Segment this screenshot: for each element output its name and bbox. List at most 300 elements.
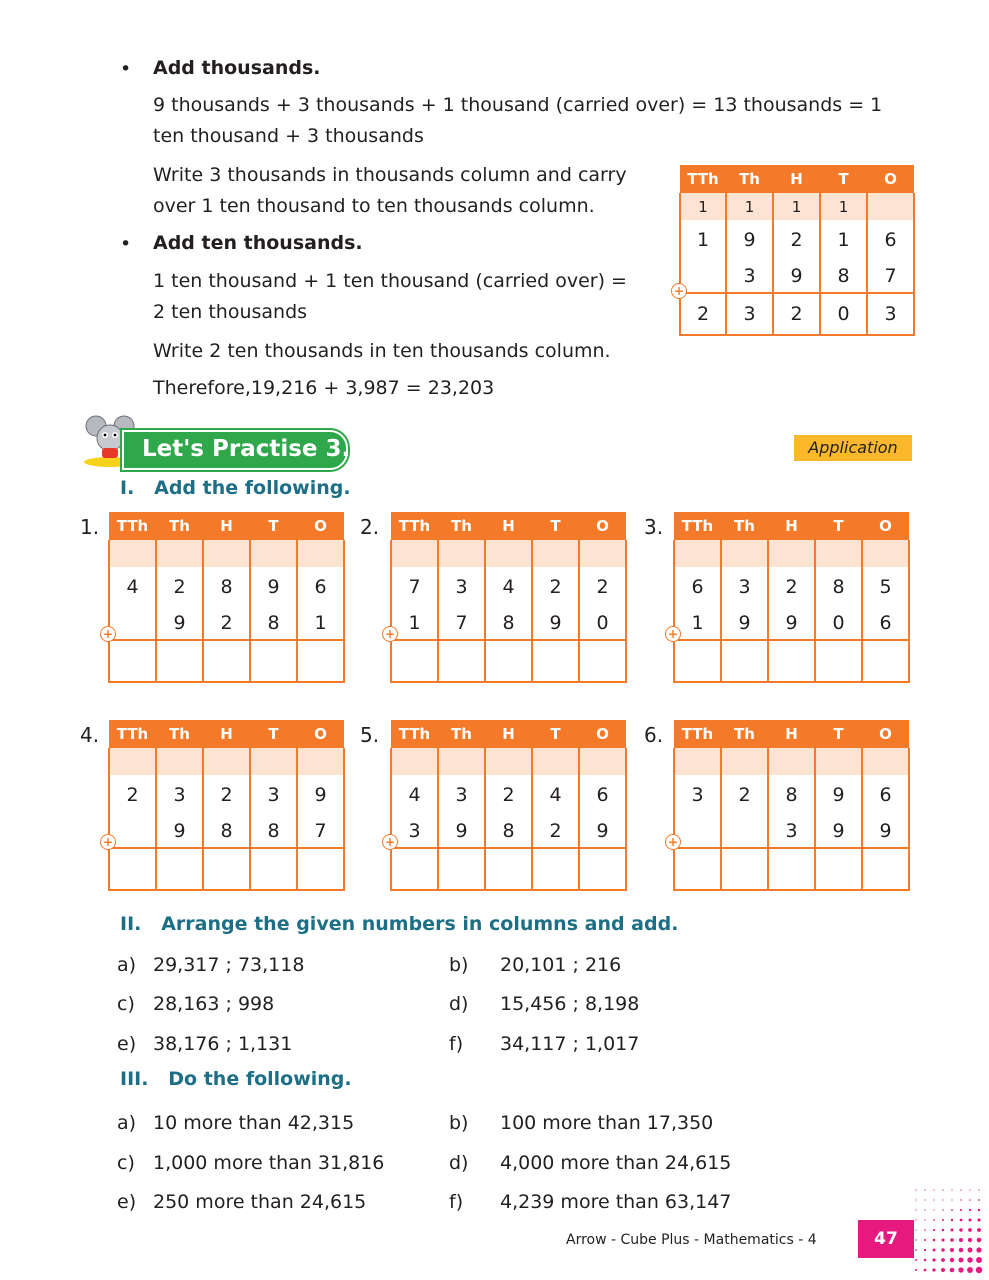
dot-mark	[942, 1189, 943, 1190]
answer-cell[interactable]	[721, 848, 768, 890]
dot-mark	[959, 1238, 963, 1242]
answer-cell[interactable]	[532, 848, 579, 890]
dot-mark	[969, 1219, 972, 1222]
digit-cell: 8	[820, 260, 867, 293]
dot-mark	[950, 1248, 954, 1252]
write1-line2: over 1 ten thousand to ten thousands column.	[153, 195, 595, 217]
digit-cell	[721, 815, 768, 848]
plus-icon: +	[671, 283, 687, 299]
digit-cell: 6	[579, 775, 626, 815]
carry-cell[interactable]	[250, 748, 297, 775]
column-header: T	[815, 720, 862, 748]
answer-cell[interactable]	[485, 640, 532, 682]
dot-mark	[968, 1248, 973, 1253]
carry-cell[interactable]	[250, 540, 297, 567]
lets-practise-banner	[122, 430, 367, 470]
column-header: H	[485, 512, 532, 540]
digit-cell: 9	[721, 607, 768, 640]
problem-number: 3.	[644, 515, 664, 539]
carry-cell: 1	[726, 193, 773, 220]
digit-cell	[109, 607, 156, 640]
digit-cell: 2	[579, 567, 626, 607]
bullet-dot: •	[120, 58, 132, 80]
dot-mark	[950, 1238, 954, 1242]
s3-text-d: 4,000 more than 24,615	[500, 1152, 732, 1174]
answer-cell: 3	[726, 293, 773, 335]
dot-mark	[924, 1239, 926, 1241]
section2-heading: II. Arrange the given numbers in columns and add.	[120, 913, 679, 935]
problem-table	[390, 512, 627, 683]
page-number: 47	[858, 1220, 914, 1258]
carry-cell[interactable]	[674, 748, 721, 775]
bullet1-line2: ten thousand + 3 thousands	[153, 125, 424, 147]
answer-cell[interactable]	[768, 640, 815, 682]
answer-cell[interactable]	[203, 640, 250, 682]
column-header: O	[862, 512, 909, 540]
answer-cell[interactable]	[768, 848, 815, 890]
digit-cell: 0	[579, 607, 626, 640]
digit-cell	[680, 260, 726, 293]
digit-cell: 8	[815, 567, 862, 607]
s3-label-a: a)	[117, 1112, 137, 1134]
answer-cell[interactable]	[391, 848, 438, 890]
digit-cell: 1	[680, 220, 726, 260]
dot-mark	[941, 1238, 944, 1241]
digit-cell: 4	[109, 567, 156, 607]
digit-cell: 6	[862, 775, 909, 815]
column-header: Th	[721, 512, 768, 540]
column-header: H	[768, 512, 815, 540]
carry-cell[interactable]	[532, 540, 579, 567]
dot-mark	[933, 1199, 934, 1200]
digit-cell: 3	[721, 567, 768, 607]
dot-mark	[951, 1189, 952, 1190]
digit-cell	[674, 815, 721, 848]
dot-mark	[959, 1248, 964, 1253]
carry-cell[interactable]	[721, 748, 768, 775]
dot-mark	[976, 1247, 981, 1252]
dot-mark	[942, 1209, 944, 1211]
dot-mark	[967, 1267, 973, 1273]
carry-cell[interactable]	[532, 748, 579, 775]
column-header: TTh	[391, 720, 438, 748]
carry-cell[interactable]	[485, 540, 532, 567]
carry-cell[interactable]	[391, 748, 438, 775]
column-header: T	[532, 720, 579, 748]
dot-mark	[967, 1257, 972, 1262]
dot-mark	[969, 1209, 971, 1211]
therefore-text: Therefore,19,216 + 3,987 = 23,203	[153, 377, 495, 399]
digit-cell: 5	[862, 567, 909, 607]
digit-cell: 1	[297, 607, 344, 640]
dot-mark	[932, 1258, 935, 1261]
s3-text-c: 1,000 more than 31,816	[153, 1152, 385, 1174]
digit-cell: 3	[438, 567, 485, 607]
digit-cell: 4	[391, 775, 438, 815]
s2-text-f: 34,117 ; 1,017	[500, 1033, 640, 1055]
answer-cell[interactable]	[297, 640, 344, 682]
dot-mark	[933, 1209, 934, 1210]
digit-cell: 6	[297, 567, 344, 607]
dot-mark	[924, 1199, 925, 1200]
dot-mark	[977, 1228, 981, 1232]
s2-label-b: b)	[449, 954, 469, 976]
column-header: O	[579, 720, 626, 748]
column-header: TTh	[674, 720, 721, 748]
digit-cell: 6	[867, 220, 914, 260]
dot-mark	[950, 1268, 955, 1273]
answer-cell: 3	[867, 293, 914, 335]
plus-icon: +	[100, 834, 116, 850]
digit-cell: 9	[768, 607, 815, 640]
digit-cell: 8	[203, 567, 250, 607]
carry-cell[interactable]	[674, 540, 721, 567]
plus-icon: +	[382, 834, 398, 850]
column-header: O	[297, 720, 344, 748]
dot-mark	[978, 1189, 979, 1190]
column-header: O	[862, 720, 909, 748]
digit-cell: 8	[485, 815, 532, 848]
answer-cell: 0	[820, 293, 867, 335]
section1-heading: I. Add the following.	[120, 477, 351, 499]
dot-mark	[924, 1259, 927, 1262]
digit-cell: 6	[862, 607, 909, 640]
carry-cell[interactable]	[297, 540, 344, 567]
header-o: O	[867, 165, 914, 193]
answer-cell[interactable]	[579, 640, 626, 682]
s2-text-e: 38,176 ; 1,131	[153, 1033, 293, 1055]
answer-cell[interactable]	[297, 848, 344, 890]
bullet2-line1: 1 ten thousand + 1 ten thousand (carried over) =	[153, 270, 627, 292]
digit-cell: 4	[532, 775, 579, 815]
digit-cell: 3	[726, 260, 773, 293]
carry-cell: 1	[820, 193, 867, 220]
dot-mark	[915, 1259, 917, 1261]
digit-cell: 2	[109, 775, 156, 815]
carry-cell[interactable]	[438, 748, 485, 775]
answer-cell[interactable]	[109, 848, 156, 890]
column-header: T	[250, 720, 297, 748]
plus-icon: +	[665, 834, 681, 850]
dot-mark	[915, 1269, 917, 1271]
dot-mark	[924, 1209, 925, 1210]
column-header: TTh	[109, 512, 156, 540]
digit-cell: 9	[726, 220, 773, 260]
plus-icon: +	[665, 626, 681, 642]
dot-mark	[915, 1249, 917, 1251]
dot-mark	[976, 1267, 982, 1273]
answer-cell[interactable]	[862, 848, 909, 890]
column-header: T	[250, 512, 297, 540]
carry-cell[interactable]	[579, 540, 626, 567]
carry-cell[interactable]	[297, 748, 344, 775]
dot-mark	[960, 1219, 963, 1222]
digit-cell: 2	[203, 775, 250, 815]
column-header: TTh	[391, 512, 438, 540]
digit-cell: 4	[485, 567, 532, 607]
column-header: Th	[156, 512, 203, 540]
s3-label-c: c)	[117, 1152, 135, 1174]
dot-mark	[950, 1258, 954, 1262]
column-header: H	[203, 512, 250, 540]
dot-mark	[941, 1268, 945, 1272]
dot-mark	[950, 1228, 953, 1231]
digit-cell	[109, 815, 156, 848]
column-header: Th	[721, 720, 768, 748]
digit-cell: 8	[203, 815, 250, 848]
carry-cell[interactable]	[815, 748, 862, 775]
dot-mark	[942, 1199, 943, 1200]
digit-cell: 9	[773, 260, 820, 293]
bullet1-line1: 9 thousands + 3 thousands + 1 thousand (carried over) = 13 thousands = 1	[153, 94, 883, 116]
dot-mark	[915, 1209, 916, 1210]
dot-mark	[942, 1229, 945, 1232]
problem-table	[108, 512, 345, 683]
column-header: O	[579, 512, 626, 540]
problem-number: 5.	[360, 723, 380, 747]
header-t: T	[820, 165, 867, 193]
problem-table	[390, 720, 627, 891]
answer-cell[interactable]	[438, 848, 485, 890]
answer-cell[interactable]	[156, 640, 203, 682]
digit-cell: 7	[438, 607, 485, 640]
banner-title: Let's Practise 3.3	[142, 436, 367, 462]
dot-mark	[958, 1267, 963, 1272]
dot-mark	[959, 1258, 964, 1263]
dot-mark	[915, 1199, 916, 1200]
digit-cell: 9	[438, 815, 485, 848]
carry-cell[interactable]	[768, 540, 815, 567]
s2-label-f: f)	[449, 1033, 464, 1055]
s2-text-c: 28,163 ; 998	[153, 993, 275, 1015]
answer-cell[interactable]	[532, 640, 579, 682]
column-header: H	[768, 720, 815, 748]
dot-mark	[924, 1229, 926, 1231]
answer-cell[interactable]	[250, 848, 297, 890]
s2-label-a: a)	[117, 954, 137, 976]
dot-mark	[960, 1189, 961, 1190]
carry-cell[interactable]	[485, 748, 532, 775]
answer-cell[interactable]	[674, 640, 721, 682]
dot-mark	[960, 1199, 961, 1200]
dot-mark	[933, 1239, 936, 1242]
carry-cell[interactable]	[579, 748, 626, 775]
plus-icon: +	[100, 626, 116, 642]
digit-cell: 2	[768, 567, 815, 607]
column-header: Th	[438, 512, 485, 540]
header-tth: TTh	[680, 165, 726, 193]
digit-cell: 2	[156, 567, 203, 607]
carry-cell[interactable]	[203, 540, 250, 567]
answer-cell[interactable]	[203, 848, 250, 890]
digit-cell: 2	[773, 220, 820, 260]
answer-cell[interactable]	[485, 848, 532, 890]
digit-cell: 2	[532, 815, 579, 848]
dot-mark	[933, 1189, 934, 1190]
dot-mark	[951, 1209, 953, 1211]
column-header: H	[485, 720, 532, 748]
dot-mark	[941, 1258, 945, 1262]
dot-mark	[924, 1219, 925, 1220]
digit-cell: 1	[674, 607, 721, 640]
digit-cell: 8	[768, 775, 815, 815]
dot-mark	[951, 1219, 953, 1221]
s2-label-d: d)	[449, 993, 469, 1015]
bullet1-title: Add thousands.	[153, 57, 321, 79]
digit-cell: 2	[721, 775, 768, 815]
digit-cell: 3	[156, 775, 203, 815]
dot-mark	[915, 1219, 916, 1220]
carry-cell[interactable]	[438, 540, 485, 567]
answer-cell[interactable]	[391, 640, 438, 682]
dot-mark	[959, 1228, 962, 1231]
digit-cell: 9	[532, 607, 579, 640]
column-header: Th	[438, 720, 485, 748]
carry-cell[interactable]	[203, 748, 250, 775]
digit-cell: 8	[250, 815, 297, 848]
column-header: TTh	[109, 720, 156, 748]
example-table	[679, 165, 915, 336]
column-header: H	[203, 720, 250, 748]
answer-cell[interactable]	[579, 848, 626, 890]
dot-mark	[941, 1248, 944, 1251]
dot-mark	[951, 1199, 952, 1200]
answer-cell: 2	[680, 293, 726, 335]
digit-cell: 6	[674, 567, 721, 607]
column-header: TTh	[674, 512, 721, 540]
digit-cell: 1	[820, 220, 867, 260]
column-header: O	[297, 512, 344, 540]
digit-cell: 1	[391, 607, 438, 640]
s2-label-c: c)	[117, 993, 135, 1015]
carry-cell: 1	[680, 193, 726, 220]
answer-cell: 2	[773, 293, 820, 335]
header-th: Th	[726, 165, 773, 193]
digit-cell: 9	[297, 775, 344, 815]
dot-mark	[924, 1249, 926, 1251]
problem-number: 2.	[360, 515, 380, 539]
carry-cell[interactable]	[109, 748, 156, 775]
dot-pattern-icon	[912, 1186, 988, 1276]
write2-text: Write 2 ten thousands in ten thousands column.	[153, 340, 611, 362]
carry-cell[interactable]	[109, 540, 156, 567]
dot-mark	[932, 1268, 935, 1271]
digit-cell: 2	[485, 775, 532, 815]
dot-mark	[969, 1199, 971, 1201]
digit-cell: 7	[297, 815, 344, 848]
digit-cell: 9	[156, 815, 203, 848]
dot-mark	[915, 1239, 916, 1240]
problem-table	[673, 512, 910, 683]
dot-mark	[933, 1229, 935, 1231]
column-header: Th	[156, 720, 203, 748]
dot-mark	[960, 1209, 962, 1211]
s3-label-e: e)	[117, 1191, 137, 1213]
s2-text-b: 20,101 ; 216	[500, 954, 622, 976]
digit-cell: 9	[250, 567, 297, 607]
footer-text: Arrow - Cube Plus - Mathematics - 4	[566, 1232, 817, 1248]
digit-cell: 3	[250, 775, 297, 815]
answer-cell[interactable]	[674, 848, 721, 890]
s3-text-f: 4,239 more than 63,147	[500, 1191, 732, 1213]
dot-mark	[969, 1189, 970, 1190]
dot-mark	[977, 1218, 980, 1221]
problem-number: 4.	[80, 723, 100, 747]
dot-mark	[933, 1219, 935, 1221]
dot-mark	[942, 1219, 944, 1221]
digit-cell: 8	[250, 607, 297, 640]
digit-cell: 7	[391, 567, 438, 607]
problem-table	[673, 720, 910, 891]
dot-mark	[915, 1229, 916, 1230]
digit-cell: 2	[203, 607, 250, 640]
digit-cell: 8	[485, 607, 532, 640]
answer-cell[interactable]	[109, 640, 156, 682]
carry-cell[interactable]	[721, 540, 768, 567]
write1-line1: Write 3 thousands in thousands column and carry	[153, 164, 627, 186]
answer-cell[interactable]	[438, 640, 485, 682]
answer-cell[interactable]	[862, 640, 909, 682]
carry-cell	[867, 193, 914, 220]
bullet-dot: •	[120, 233, 132, 255]
dot-mark	[933, 1249, 936, 1252]
header-h: H	[773, 165, 820, 193]
carry-cell: 1	[773, 193, 820, 220]
column-header: T	[815, 512, 862, 540]
dot-mark	[924, 1269, 927, 1272]
digit-cell: 9	[862, 815, 909, 848]
dot-mark	[915, 1189, 916, 1190]
digit-cell: 2	[532, 567, 579, 607]
answer-cell[interactable]	[815, 640, 862, 682]
s2-text-a: 29,317 ; 73,118	[153, 954, 305, 976]
digit-cell: 7	[867, 260, 914, 293]
digit-cell: 9	[815, 775, 862, 815]
carry-cell[interactable]	[156, 748, 203, 775]
carry-cell[interactable]	[862, 540, 909, 567]
s3-text-a: 10 more than 42,315	[153, 1112, 355, 1134]
digit-cell: 3	[674, 775, 721, 815]
answer-cell[interactable]	[815, 848, 862, 890]
digit-cell: 9	[156, 607, 203, 640]
answer-cell[interactable]	[721, 640, 768, 682]
carry-cell[interactable]	[815, 540, 862, 567]
dot-mark	[977, 1238, 982, 1243]
s3-text-e: 250 more than 24,615	[153, 1191, 367, 1213]
carry-cell[interactable]	[768, 748, 815, 775]
bullet2-line2: 2 ten thousands	[153, 301, 308, 323]
plus-icon: +	[382, 626, 398, 642]
answer-cell[interactable]	[156, 848, 203, 890]
s2-text-d: 15,456 ; 8,198	[500, 993, 640, 1015]
dot-mark	[924, 1189, 925, 1190]
carry-cell[interactable]	[391, 540, 438, 567]
digit-cell: 9	[579, 815, 626, 848]
digit-cell: 3	[768, 815, 815, 848]
application-tag: Application	[794, 435, 912, 461]
answer-cell[interactable]	[250, 640, 297, 682]
column-header: T	[532, 512, 579, 540]
carry-cell[interactable]	[862, 748, 909, 775]
dot-mark	[968, 1238, 972, 1242]
dot-mark	[976, 1257, 982, 1263]
digit-cell: 0	[815, 607, 862, 640]
dot-mark	[968, 1228, 972, 1232]
carry-cell[interactable]	[156, 540, 203, 567]
dot-mark	[978, 1199, 980, 1201]
digit-cell: 9	[815, 815, 862, 848]
problem-number: 6.	[644, 723, 664, 747]
